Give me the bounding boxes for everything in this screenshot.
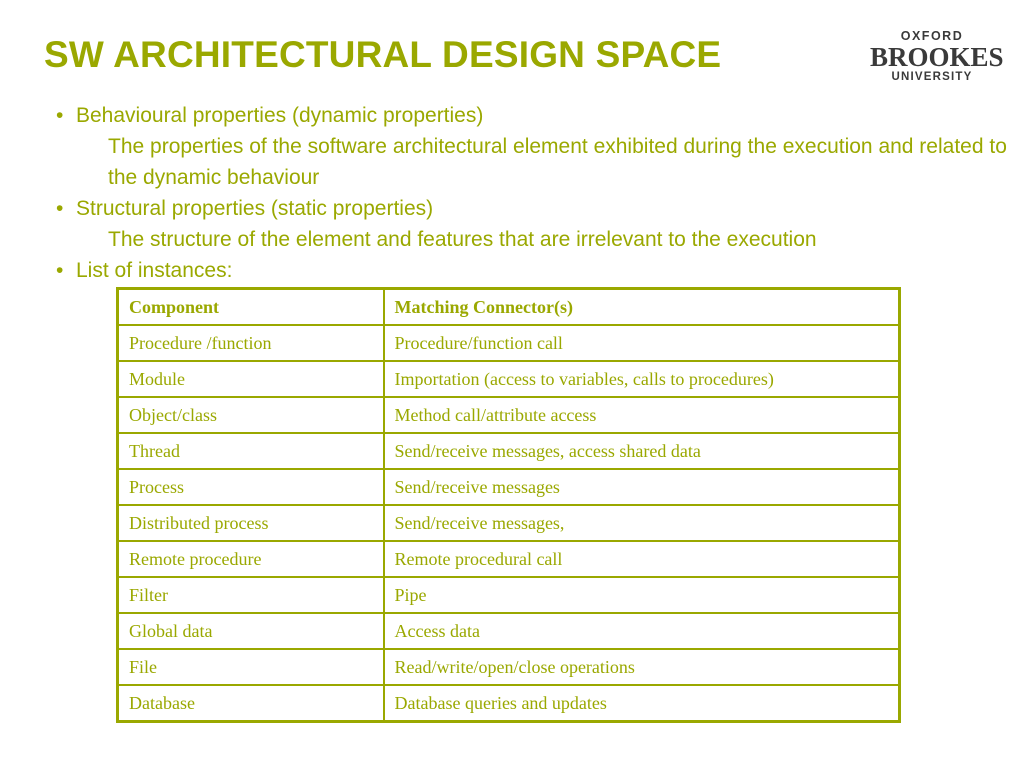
cell-component: Process [118, 469, 384, 505]
cell-connector: Importation (access to variables, calls to procedures) [384, 361, 900, 397]
cell-connector: Send/receive messages, [384, 505, 900, 541]
table-row [118, 361, 900, 397]
table-row [118, 397, 900, 433]
header-component: Component [118, 289, 384, 326]
cell-connector: Send/receive messages [384, 469, 900, 505]
table-row [118, 433, 900, 469]
table-row [118, 541, 900, 577]
cell-connector: Procedure/function call [384, 325, 900, 361]
cell-component: Distributed process [118, 505, 384, 541]
cell-component: Database [118, 685, 384, 722]
cell-component: Object/class [118, 397, 384, 433]
table-row [118, 685, 900, 722]
table-row [118, 613, 900, 649]
cell-connector: Remote procedural call [384, 541, 900, 577]
cell-component: Global data [118, 613, 384, 649]
table-row [118, 577, 900, 613]
bullet-list [56, 100, 1016, 286]
logo-line-oxford: OXFORD [900, 29, 964, 43]
slide-title: SW ARCHITECTURAL DESIGN SPACE [44, 34, 722, 75]
bullet-subtext: The structure of the element and features that are irrelevant to the execution [108, 228, 817, 251]
bullet-item [56, 100, 1016, 193]
cell-component: Procedure /function [118, 325, 384, 361]
cell-connector: Read/write/open/close operations [384, 649, 900, 685]
table-row [118, 649, 900, 685]
bullet-item [56, 255, 1016, 286]
bullet-dot-icon: • [56, 104, 64, 127]
oxford-brookes-logo [870, 29, 1004, 83]
table-header-row [118, 289, 900, 326]
table-row [118, 325, 900, 361]
bullet-text: Behavioural properties (dynamic properties) [76, 104, 484, 127]
header-matching-connectors: Matching Connector(s) [384, 289, 900, 326]
bullet-dot-icon: • [56, 259, 64, 282]
cell-component: Module [118, 361, 384, 397]
bullet-text: List of instances: [76, 259, 233, 282]
logo-line-university: UNIVERSITY [891, 70, 973, 83]
bullet-text: Structural properties (static properties) [76, 197, 434, 220]
cell-connector: Access data [384, 613, 900, 649]
cell-connector: Database queries and updates [384, 685, 900, 722]
bullet-subtext: The properties of the software architectural element exhibited during the execution and related to the dynamic behaviour [108, 135, 1007, 189]
table-row [118, 469, 900, 505]
cell-component: Thread [118, 433, 384, 469]
table-row [118, 505, 900, 541]
cell-connector: Pipe [384, 577, 900, 613]
bullet-item [56, 193, 1016, 255]
cell-component: File [118, 649, 384, 685]
cell-component: Filter [118, 577, 384, 613]
cell-connector: Method call/attribute access [384, 397, 900, 433]
instances-table [116, 287, 901, 723]
cell-connector: Send/receive messages, access shared data [384, 433, 900, 469]
bullet-dot-icon: • [56, 197, 64, 220]
logo-line-brookes: BROOKES [870, 41, 1004, 72]
cell-component: Remote procedure [118, 541, 384, 577]
